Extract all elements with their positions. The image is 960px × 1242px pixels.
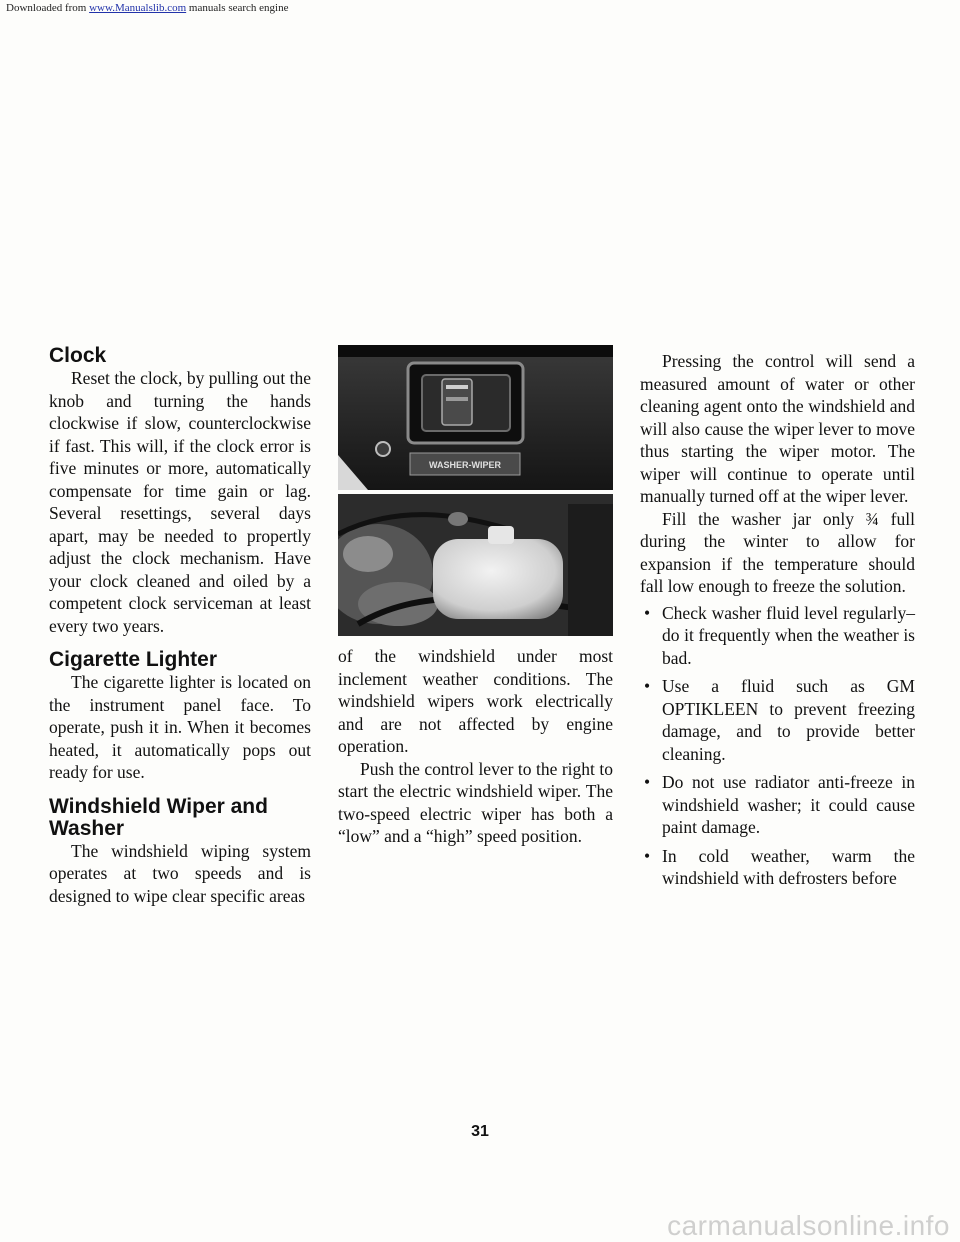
middle-column xyxy=(338,345,613,848)
lighter-heading: Cigarette Lighter xyxy=(49,648,218,671)
push-lever-text: Push the control lever to the right to start the electric windshield wiper. The two-speed electric wiper has both a “low” and a “high” speed position. xyxy=(338,758,613,846)
fill-washer-text: Fill the washer jar only ¾ full during the winter to allow for expansion if the temperature should fall low enough to freeze the solution. xyxy=(640,508,915,596)
clock-heading: Clock xyxy=(49,344,107,367)
lighter-body: The cigarette lighter is located on the instrument panel face. To operate, push it in. When it becomes heated, it automatically pops out ready for use. xyxy=(49,672,311,782)
wiper-heading-line1: Windshield Wiper and xyxy=(49,794,268,818)
wiper-heading xyxy=(49,796,311,840)
wiper-body: The windshield wiping system operates at two speeds and is designed to wipe clear specific areas xyxy=(49,840,311,906)
washer-tips-list xyxy=(640,602,915,890)
list-item: • In cold weather, warm the windshield with defrosters before xyxy=(644,845,915,888)
control-panel-image xyxy=(338,345,613,490)
list-item: • Do not use radiator anti-freeze in windshield washer; it could cause paint damage. xyxy=(644,772,915,837)
washer-wiper-control-photo xyxy=(338,345,613,490)
washer-jar-image xyxy=(338,494,613,636)
right-column xyxy=(640,350,915,896)
manualslib-link[interactable]: www.Manualslib.com xyxy=(89,2,187,14)
clock-body: Reset the clock, by pulling out the knob and turning the hands clockwise if slow, counterclockwise if fast. This will, if the clock error is five minutes or more, automatically compensate for time gain or lag. Several resettings, several days apart, may be needed to propertly adjust the clock mechanism. Have your clock cleaned and oiled by a competent clock serviceman at least every two years. xyxy=(49,368,311,636)
list-item: • Use a fluid such as GM OPTIKLEEN to prevent freezing damage, and to provide better cleaning. xyxy=(644,676,915,764)
pressing-control-text: Pressing the control will send a measured amount of water or other cleaning agent onto the windshield and will also cause the wiper lever to move thus starting the wiper motor. The wiper will continue to operate until manually turned off at the wiper lever. xyxy=(640,351,915,506)
page-number: 31 xyxy=(471,1123,489,1140)
washer-wiper-label: WASHER-WIPER xyxy=(429,460,501,470)
washer-jar-photo xyxy=(338,494,613,636)
download-header xyxy=(6,2,288,14)
left-column xyxy=(49,345,311,907)
header-prefix: Downloaded from xyxy=(6,2,90,14)
wiper-heading-line2: Washer xyxy=(49,816,125,840)
wiper-continuation-text: of the windshield under most inclement weather conditions. The windshield wipers work electrically and are not affected by engine operation. xyxy=(338,646,613,756)
watermark: carmanualsonline.info xyxy=(667,1210,950,1241)
list-item: • Check washer fluid level regularly–do it frequently when the weather is bad. xyxy=(644,602,915,668)
header-suffix: manuals search engine xyxy=(186,2,289,14)
